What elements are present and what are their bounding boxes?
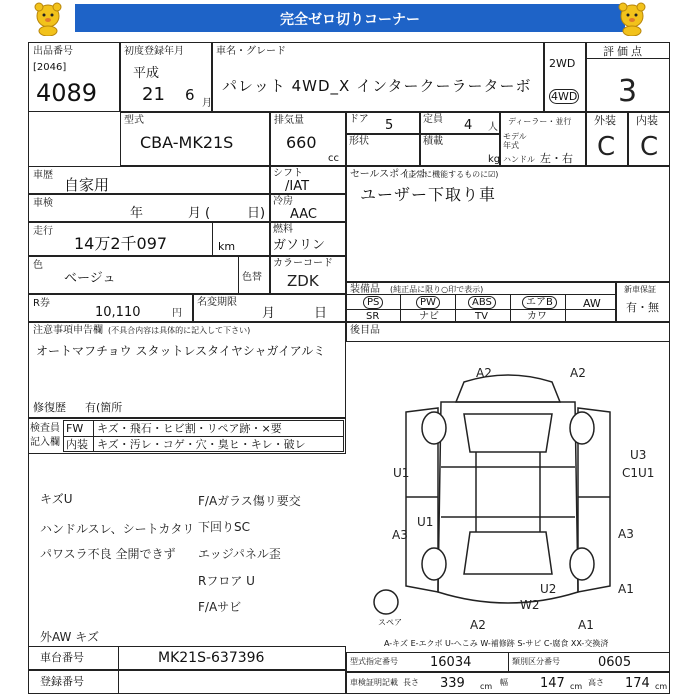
- diagram-mark-5: C1U1: [622, 466, 655, 480]
- height-label: 高さ: [588, 678, 604, 687]
- color-code-label: カラーコード: [273, 258, 333, 269]
- registration-day-unit: 日: [314, 306, 328, 321]
- color-code-value: ZDK: [287, 272, 319, 290]
- chassis-value: MK21S-637396: [158, 650, 265, 666]
- shift-label: シフト: [273, 168, 303, 179]
- equip-aw: AW: [583, 297, 601, 310]
- regno-label: 登録番号: [40, 675, 84, 688]
- color-value: ベージュ: [64, 271, 116, 286]
- drive-4wd: 4WD: [551, 90, 578, 103]
- car-name-value: パレット 4WD_X インタークーラーターボ: [222, 77, 532, 95]
- width-value: 147: [540, 676, 565, 691]
- diagram-mark-7: U1: [417, 515, 434, 529]
- handwritten-note-8: F/Aサビ: [198, 600, 242, 614]
- load-unit: kg: [488, 154, 501, 165]
- header-title: 完全ゼロ切りコーナー: [280, 12, 420, 28]
- legend: A-キズ E-エクボ U-へこみ W-補修跡 S-サビ C-腐食 XX-交換済: [384, 639, 609, 648]
- lot-code: [2046]: [33, 62, 67, 73]
- recycle-label: R券: [33, 298, 50, 309]
- notes-cell: [28, 322, 346, 418]
- rear-seat-cell: [346, 322, 670, 342]
- width-unit: cm: [570, 682, 583, 691]
- equip-airbag: エアB: [522, 296, 557, 309]
- car-name-label: 車名・グレード: [216, 46, 286, 57]
- inspection-paren: (: [205, 206, 211, 221]
- inspection-month-unit: 月: [188, 206, 202, 221]
- chassis-label: 車台番号: [40, 651, 84, 664]
- category-label: 類別区分番号: [512, 657, 560, 666]
- selling-points-cell: [346, 166, 670, 282]
- equip-abs: ABS: [468, 296, 496, 309]
- approval-value: 16034: [430, 655, 472, 670]
- equip-navi: ナビ: [419, 311, 439, 322]
- diagram-mark-2: A2: [570, 366, 586, 380]
- category-value: 0605: [598, 655, 632, 670]
- handwritten-note-7: Rフロア U: [198, 574, 255, 588]
- selling-points-label: セールスポイント: [350, 169, 430, 180]
- handle-value: 左・右: [540, 152, 573, 165]
- handwritten-note-5: 下回りSC: [198, 520, 250, 534]
- warranty-value: 有・無: [626, 301, 659, 314]
- notes-value: オートマフチョウ スタットレスタイヤシャガイアルミ: [36, 344, 326, 358]
- dimensions-label: 車検証明記載: [350, 678, 398, 687]
- notes-label: 注意事項申告欄: [33, 325, 103, 336]
- interior-value: C: [640, 132, 659, 162]
- displacement-label: 排気量: [274, 115, 304, 126]
- length-value: 339: [440, 676, 465, 691]
- mileage-label: 走行: [33, 226, 53, 237]
- recycle-unit: 円: [172, 308, 182, 319]
- diagram-mark-13: A1: [618, 582, 634, 596]
- color-label: 色: [33, 260, 43, 271]
- header-bar: [0, 0, 700, 36]
- displacement-value: 660: [286, 133, 317, 152]
- handwritten-note-2: ハンドルスレ、シートカタリ: [40, 522, 195, 536]
- width-label: 幅: [500, 678, 508, 687]
- fuel-value: ガソリン: [273, 238, 326, 253]
- diagram-mark-4: U3: [630, 448, 647, 462]
- first-reg-month-unit: 月: [202, 98, 212, 109]
- notes-sub: (不具合内容は具体的に記入して下さい): [108, 326, 251, 335]
- handwritten-note-3: パワスラ不良 全開できず: [40, 547, 176, 561]
- handwritten-note-6: エッジパネル歪: [198, 547, 281, 561]
- equipment-note: (純正品に限り○印で表示): [390, 285, 484, 294]
- displacement-unit: cc: [328, 153, 339, 164]
- diagram-mark-8: A3: [618, 527, 634, 541]
- diagram-mark-6: A3: [392, 528, 408, 542]
- dealer-label: ディーラー・並行: [508, 117, 572, 126]
- model-label: 型式: [124, 115, 144, 126]
- inspection-label: 車検: [33, 198, 53, 209]
- registration-month-unit: 月: [262, 306, 276, 321]
- equip-ps: PS: [363, 296, 383, 309]
- capacity-label: 定員: [423, 114, 443, 125]
- exterior-label: 外装: [594, 114, 616, 127]
- handwritten-note-9: 外AW キズ: [40, 630, 99, 644]
- handle-label: ハンドル: [503, 155, 535, 164]
- exterior-value: C: [597, 132, 616, 162]
- capacity-value: 4: [464, 118, 473, 133]
- diagram-mark-3: U1: [393, 466, 410, 480]
- history-label: 車歴: [33, 170, 53, 181]
- lot-label: 出品番号: [33, 46, 73, 57]
- equip-pw: PW: [416, 296, 440, 309]
- diagram-mark-11: A2: [470, 618, 486, 632]
- inspection-day-unit: 日): [247, 206, 266, 221]
- rear-seat-label: 後目品: [350, 325, 380, 336]
- shift-value: /IAT: [285, 179, 310, 194]
- inspector-row2: キズ・汚レ・コゲ・穴・臭ヒ・キレ・破レ: [97, 438, 306, 451]
- doors-label: ドア: [349, 114, 369, 125]
- inspector-interior: 内装: [66, 438, 88, 451]
- registration-label: 名変期限: [197, 297, 237, 308]
- equip-leather: カワ: [527, 311, 547, 322]
- interior-label: 内装: [636, 114, 658, 127]
- inspector-fw: FW: [66, 422, 84, 435]
- drive-2wd: 2WD: [549, 57, 576, 70]
- shape-label: 形状: [349, 136, 369, 147]
- mileage-value: 14万2千097: [74, 234, 168, 253]
- length-unit: cm: [480, 682, 493, 691]
- length-label: 長さ: [403, 678, 419, 687]
- history-value: 自家用: [64, 176, 110, 194]
- diagram-mark-9: U2: [540, 582, 557, 596]
- mascot-right-icon: [612, 2, 652, 36]
- repaint-label: 色替: [242, 272, 262, 283]
- first-reg-month: 6: [185, 86, 195, 104]
- fuel-label: 燃料: [273, 224, 293, 235]
- height-value: 174: [625, 676, 650, 691]
- aircon-label: 冷房: [273, 196, 293, 207]
- diagram-mark-1: A2: [476, 366, 492, 380]
- first-reg-era: 平成: [133, 66, 160, 81]
- equipment-label: 装備品: [350, 284, 380, 295]
- lot-number: 4089: [36, 79, 98, 107]
- first-reg-label: 初度登録年月: [124, 46, 184, 57]
- capacity-unit: 人: [488, 122, 498, 133]
- model-year-label: モデル年式: [503, 132, 527, 150]
- load-label: 積載: [423, 136, 443, 147]
- doors-value: 5: [385, 118, 394, 133]
- selling-points-note: (正常に機能するものに☑): [405, 170, 499, 179]
- handwritten-note-1: キズU: [40, 492, 73, 506]
- first-reg-year: 21: [142, 84, 165, 105]
- model-value: CBA-MK21S: [140, 133, 234, 152]
- aircon-value: AAC: [290, 207, 317, 222]
- grade-value: 3: [618, 74, 638, 109]
- mileage-unit: km: [218, 240, 236, 253]
- inspection-cell: [28, 194, 270, 222]
- equip-tv: TV: [475, 311, 488, 322]
- inspector-label-2: 記入欄: [30, 437, 60, 448]
- approval-label: 型式指定番号: [350, 657, 398, 666]
- handwritten-note-4: F/Aガラス傷リ要交: [198, 494, 301, 508]
- diagram-mark-12: A1: [578, 618, 594, 632]
- recycle-value: 10,110: [95, 305, 141, 320]
- spare-label: スペア: [378, 618, 402, 627]
- equip-sr: SR: [366, 311, 380, 322]
- warranty-label: 新車保証: [624, 285, 656, 294]
- inspector-label-1: 検査員: [30, 423, 60, 434]
- height-unit: cm: [655, 682, 668, 691]
- selling-points-value: ユーザー下取り車: [360, 185, 497, 204]
- grade-label: 評価点: [603, 45, 645, 58]
- diagram-mark-10: W2: [520, 598, 540, 612]
- inspection-year-unit: 年: [130, 206, 144, 221]
- mascot-left-icon: [28, 2, 68, 36]
- inspector-row1: キズ・飛石・ヒビ割・リペア跡・×要: [97, 422, 282, 435]
- repair-value: 有(箇所: [85, 401, 123, 414]
- repair-label: 修復歴: [33, 401, 66, 414]
